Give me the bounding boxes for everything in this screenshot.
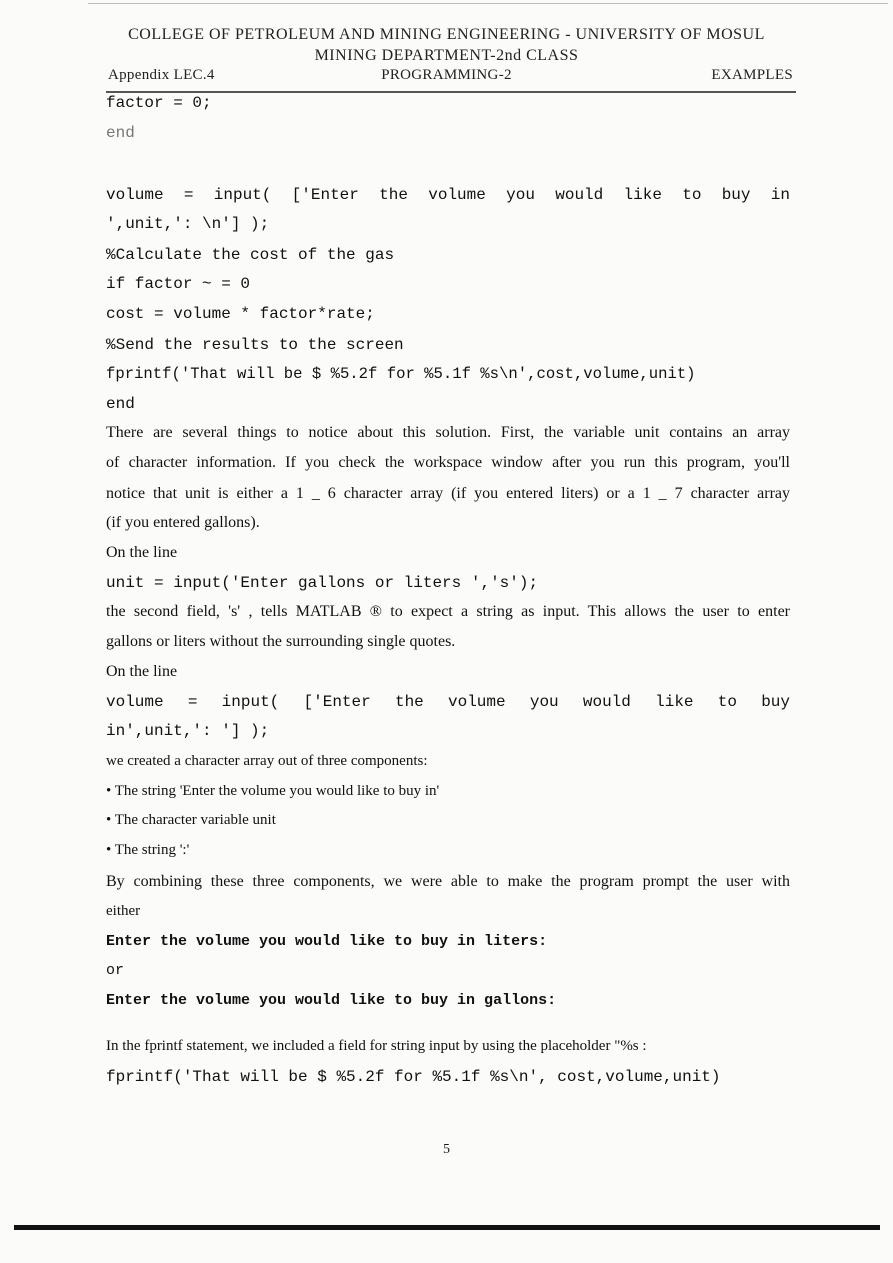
paragraph-line: of character information. If you check the workspace window after you run this program, you'll [106,454,790,471]
code-line: end [106,124,135,142]
code-line: unit = input('Enter gallons or liters ','s'); [106,574,539,592]
prompt-example: Enter the volume you would like to buy in liters: [106,933,548,950]
header-course: PROGRAMMING-2 [381,67,512,83]
paragraph-line: In the fprintf statement, we included a field for string input by using the placeholder "%s : [106,1038,647,1054]
bottom-rule [14,1225,880,1230]
code-comment: %Calculate the cost of the gas [106,246,395,264]
paragraph-line: By combining these three components, we were able to make the program prompt the user with [106,873,790,890]
paragraph-line: On the line [106,544,178,561]
list-item: • The string 'Enter the volume you would like to buy in' [106,783,440,799]
header-department: MINING DEPARTMENT-2nd CLASS [314,47,579,64]
code-line: volume = input( ['Enter the volume you would like to buy [106,693,790,711]
paragraph-line: (if you entered gallons). [106,514,260,531]
code-line: fprintf('That will be $ %5.2f for %5.1f %s\n',cost,volume,unit) [106,365,696,383]
top-rule [88,3,888,4]
list-item: • The string ':' [106,842,190,858]
paragraph-line: gallons or liters without the surrounding single quotes. [106,633,456,650]
code-line: in',unit,': '] ); [106,722,270,740]
header-appendix: Appendix LEC.4 [108,67,215,83]
paragraph-line: On the line [106,663,178,680]
header-college: COLLEGE OF PETROLEUM AND MINING ENGINEERING - UNIVERSITY OF MOSUL [128,26,765,43]
header-examples: EXAMPLES [711,67,793,83]
prompt-example: Enter the volume you would like to buy in gallons: [106,992,557,1009]
list-item: • The character variable unit [106,812,276,828]
header-rule [106,91,796,93]
paragraph-line: or [106,962,125,979]
page-number: 5 [443,1142,450,1157]
code-line: end [106,395,135,413]
paragraph-line: the second field, 's' , tells MATLAB ® to expect a string as input. This allows the user to enter [106,603,790,620]
paragraph-line: we created a character array out of three components: [106,753,428,769]
code-comment: %Send the results to the screen [106,336,404,354]
code-line: fprintf('That will be $ %5.2f for %5.1f %s\n', cost,volume,unit) [106,1068,721,1086]
code-line: cost = volume * factor*rate; [106,305,375,323]
code-line: factor = 0; [106,94,212,112]
paragraph-line: There are several things to notice about this solution. First, the variable unit contains an array [106,424,790,441]
paragraph-line: either [106,903,141,919]
paragraph-line: notice that unit is either a 1 _ 6 character array (if you entered liters) or a 1 _ 7 character array [106,485,790,502]
code-line: volume = input( ['Enter the volume you would like to buy in [106,186,790,204]
code-line: if factor ~ = 0 [106,275,251,293]
code-line: ',unit,': \n'] ); [106,215,270,233]
